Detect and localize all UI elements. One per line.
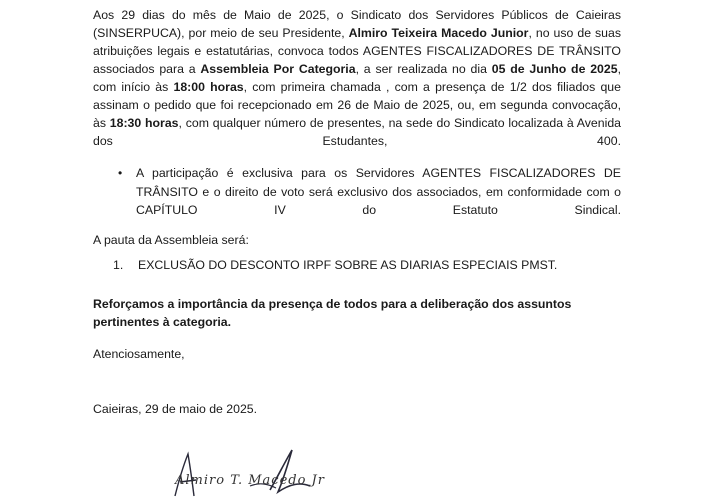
pauta-item-text: EXCLUSÃO DO DESCONTO IRPF SOBRE AS DIARIAS ESPECIAIS PMST.: [138, 258, 558, 272]
signature-name: Almiro T. Macedo Jr: [175, 473, 325, 488]
reforco-paragraph: Reforçamos a importância da presença de todos para a deliberação dos assuntos pertinentes à categoria.: [93, 297, 572, 329]
participation-note: A participação é exclusiva para os Servidores AGENTES FISCALIZADORES DE TRÂNSITO e o direito de voto será exclusivo dos associados, em conformidade com o CAPÍTULO IV do Estatuto Sindical.: [136, 166, 621, 217]
paragraph-text: , a ser realizada no dia: [355, 62, 492, 76]
paragraph-text: , no uso de suas atribuições legais e estatutárias, convoca todos AGENTES FISCALIZADORES DE TRÂNSITO associados para a: [93, 26, 621, 76]
pauta-item-number: 1.: [113, 258, 124, 272]
place-date: Caieiras, 29 de maio de 2025.: [93, 402, 258, 416]
closing-salutation: Atenciosamente,: [93, 347, 185, 361]
paragraph-text: , com início às: [93, 62, 621, 94]
pauta-intro: A pauta da Assembleia será:: [93, 233, 249, 247]
paragraph-text: , com qualquer número de presentes, na sede do Sindicato localizada à Avenida dos Estudantes, 400.: [93, 116, 621, 148]
convocation-paragraph: [93, 6, 621, 168]
bullet-marker: •: [118, 166, 123, 180]
paragraph-text: , com primeira chamada , com a presença de 1/2 dos filiados que assinam o pedido que foi recepcionado em 26 de Maio de 2025, ou, em segunda convocação, às: [93, 80, 621, 130]
second-call-time: 18:30 horas: [109, 116, 179, 130]
paragraph-text: Aos 29 dias do mês de Maio de 2025, o Sindicato dos Servidores Públicos de Caieiras (SINSERPUCA), por meio de seu Presidente,: [93, 8, 621, 40]
president-name: Almiro Teixeira Macedo Junior: [348, 26, 529, 40]
first-call-time: 18:00 horas: [173, 80, 244, 94]
assembly-type: Assembleia Por Categoria: [200, 62, 356, 76]
pauta-item: [113, 258, 557, 272]
assembly-date: 05 de Junho de 2025: [491, 62, 618, 76]
